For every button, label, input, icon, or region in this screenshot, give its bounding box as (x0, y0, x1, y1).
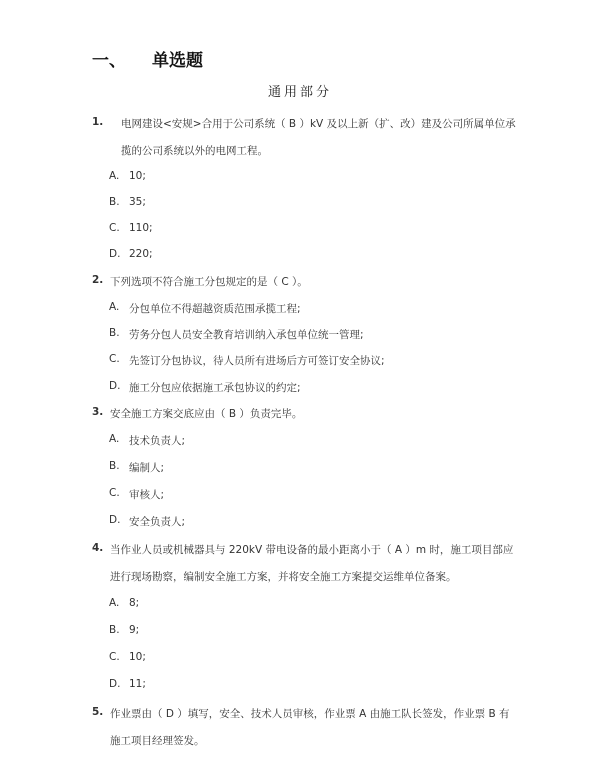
option-text: 10; (129, 170, 146, 182)
option (109, 248, 153, 260)
option-text: 110; (129, 222, 153, 234)
option-text: 分包单位不得超越资质范围承揽工程; (129, 303, 301, 315)
option (109, 380, 301, 395)
question-text-line: 进行现场勘察，编制安全施工方案，并将安全施工方案提交运维单位备案。 (110, 571, 457, 583)
option-text: 8; (129, 597, 140, 609)
option-letter: A. (109, 433, 120, 445)
question-text-line: 施工项目经理签发。 (110, 735, 205, 747)
option (109, 460, 164, 475)
option (109, 624, 139, 636)
section-heading (92, 46, 203, 71)
option-text: 35; (129, 196, 146, 208)
option-text: 审核人; (129, 489, 165, 501)
option-text: 安全负责人; (129, 516, 186, 528)
option-letter: B. (109, 196, 120, 208)
option-letter: A. (109, 301, 120, 313)
question-number: 5. (92, 706, 104, 718)
option-letter: B. (109, 460, 120, 472)
option (109, 170, 146, 182)
option-text: 10; (129, 651, 146, 663)
question-number: 4. (92, 542, 104, 554)
option (109, 597, 139, 609)
option-text: 9; (129, 624, 140, 636)
option-text: 220; (129, 248, 153, 260)
option (109, 353, 385, 368)
option-letter: B. (109, 327, 120, 339)
question-text-line: 揽的公司系统以外的电网工程。 (121, 145, 268, 157)
option (109, 487, 164, 502)
question-number: 3. (92, 406, 104, 418)
section-number: 一、 (92, 51, 126, 71)
option (109, 651, 146, 663)
option-letter: C. (109, 353, 120, 365)
option-text: 劳务分包人员安全教育培训纳入承包单位统一管理; (129, 329, 364, 341)
question-text-line: 当作业人员或机械器具与 220kV 带电设备的最小距离小于（ A ）m 时，施工项目部应 (110, 544, 514, 556)
option-letter: A. (109, 170, 120, 182)
option-text: 先签订分包协议，待人员所有进场后方可签订安全协议; (129, 355, 385, 367)
option-letter: D. (109, 514, 121, 526)
option (109, 222, 153, 234)
option-letter: D. (109, 678, 121, 690)
option-letter: B. (109, 624, 120, 636)
question-text-line: 安全施工方案交底应由（ B ）负责完毕。 (110, 408, 303, 420)
question-number: 2. (92, 274, 104, 286)
option-text: 施工分包应依据施工承包协议的约定; (129, 382, 301, 394)
subsection-title: 通用部分 (267, 85, 332, 100)
option-letter: C. (109, 222, 120, 234)
option (109, 433, 185, 448)
question-text-line: 作业票由（ D ）填写，安全、技术人员审核，作业票 A 由施工队长签发，作业票 B 有 (110, 708, 510, 720)
option (109, 514, 185, 529)
option-text: 技术负责人; (129, 435, 186, 447)
option (109, 196, 146, 208)
option-letter: C. (109, 651, 120, 663)
question-text-line: 电网建设<安规>合用于公司系统（ B ）kV 及以上新（扩、改）建及公司所属单位承 (121, 118, 516, 130)
question-number: 1. (92, 116, 104, 128)
option-text: 11; (129, 678, 146, 690)
option-text: 编制人; (129, 462, 165, 474)
option-letter: A. (109, 597, 120, 609)
question-text-line: 下列选项不符合施工分包规定的是（ C ）。 (110, 276, 308, 288)
section-title: 单选题 (152, 51, 203, 71)
option (109, 301, 301, 316)
option-letter: D. (109, 380, 121, 392)
option-letter: C. (109, 487, 120, 499)
option-letter: D. (109, 248, 121, 260)
option (109, 678, 146, 690)
option (109, 327, 364, 342)
